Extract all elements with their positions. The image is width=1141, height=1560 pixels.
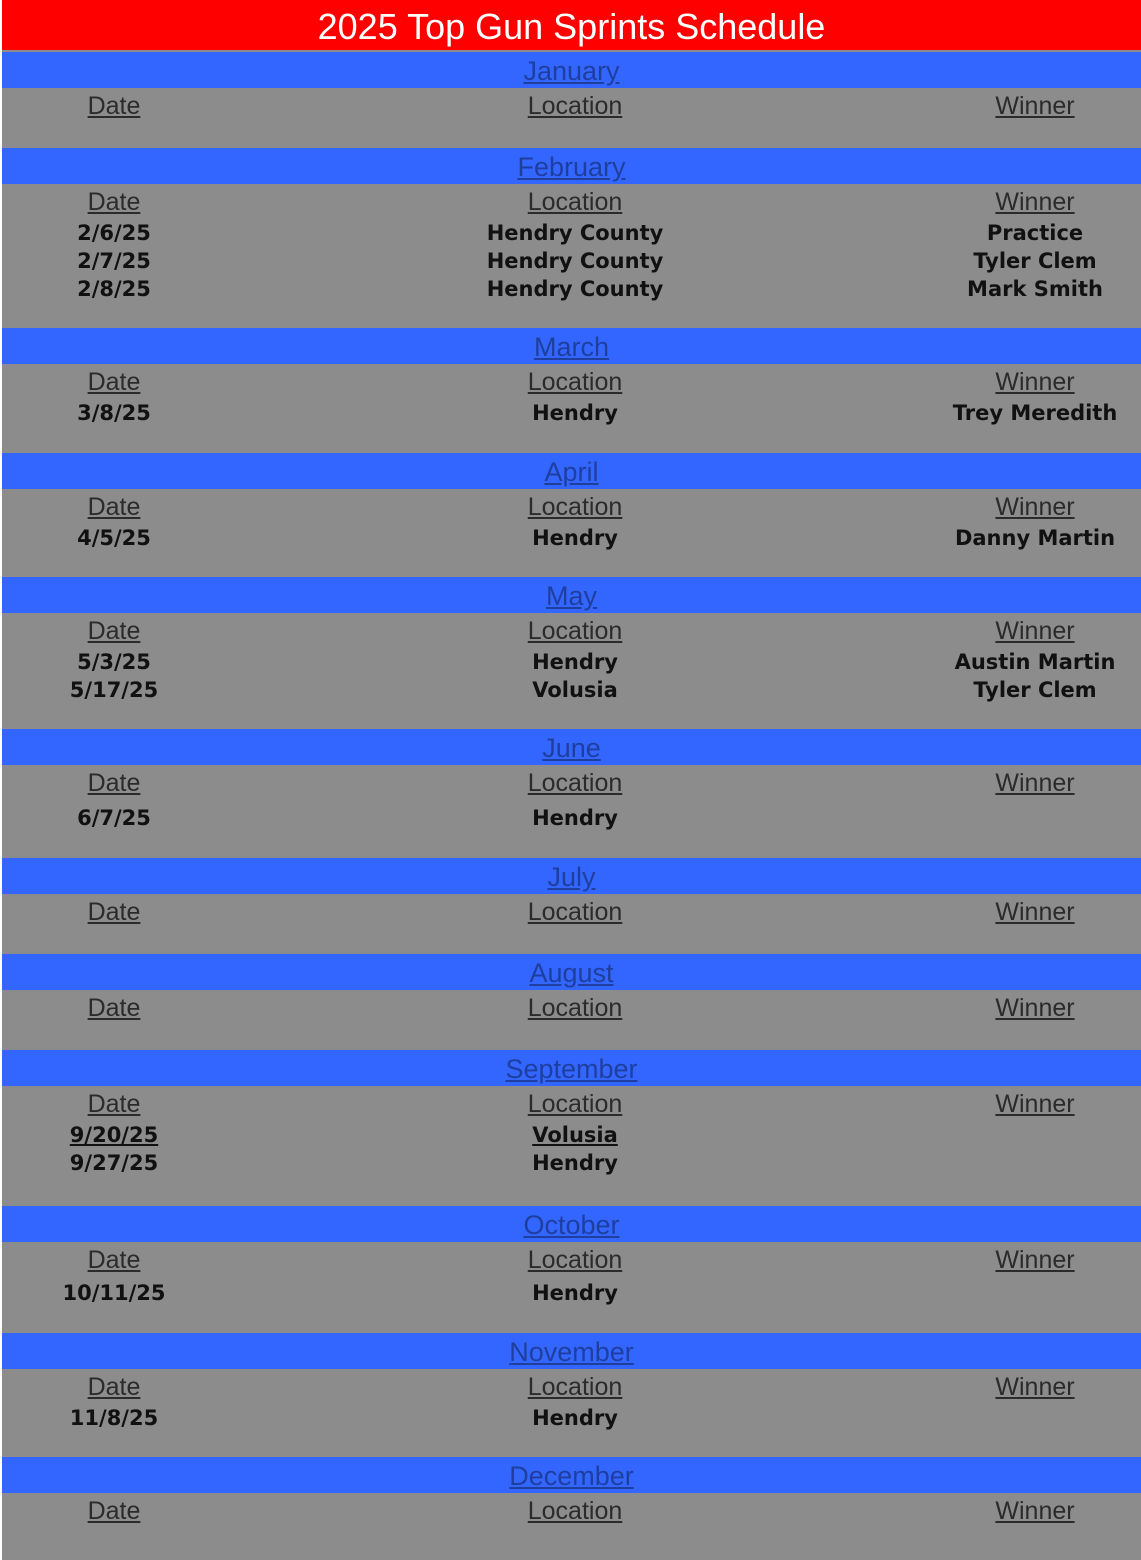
month-band-january <box>2 52 1141 88</box>
race-location-cell: Hendry <box>532 526 618 550</box>
race-location-cell: Hendry <box>532 1281 618 1305</box>
month-band-december <box>2 1457 1141 1493</box>
location-column-header[interactable]: Location <box>527 368 623 396</box>
month-title[interactable]: March <box>533 332 609 362</box>
winner-column-header[interactable]: Winner <box>995 368 1075 396</box>
race-date-cell: 6/7/25 <box>77 806 151 830</box>
month-title[interactable]: February <box>517 152 626 182</box>
race-date-cell: 2/8/25 <box>77 277 151 301</box>
winner-column-header[interactable]: Winner <box>995 92 1075 120</box>
location-column-header[interactable]: Location <box>527 898 623 926</box>
month-band-november <box>2 1333 1141 1369</box>
race-location-cell: Hendry <box>532 806 618 830</box>
date-column-header[interactable]: Date <box>87 188 141 216</box>
race-location-cell: Hendry County <box>486 277 664 301</box>
race-location-cell: Hendry County <box>486 221 664 245</box>
month-title[interactable]: December <box>509 1461 634 1491</box>
location-column-header[interactable]: Location <box>527 617 623 645</box>
month-band-may <box>2 577 1141 613</box>
month-band-july <box>2 858 1141 894</box>
month-band-february <box>2 148 1141 184</box>
location-column-header[interactable]: Location <box>527 1090 623 1118</box>
winner-column-header[interactable]: Winner <box>995 617 1075 645</box>
date-column-header[interactable]: Date <box>87 493 141 521</box>
winner-column-header[interactable]: Winner <box>995 1246 1075 1274</box>
month-title[interactable]: April <box>544 457 599 487</box>
location-column-header[interactable]: Location <box>527 493 623 521</box>
page-title: 2025 Top Gun Sprints Schedule <box>2 0 1141 50</box>
race-winner-cell: Tyler Clem <box>973 249 1097 273</box>
month-band-september <box>2 1050 1141 1086</box>
location-column-header[interactable]: Location <box>527 994 623 1022</box>
month-band-june <box>2 729 1141 765</box>
location-column-header[interactable]: Location <box>527 1373 623 1401</box>
month-title[interactable]: August <box>529 958 614 988</box>
winner-column-header[interactable]: Winner <box>995 898 1075 926</box>
race-location-cell: Hendry <box>532 1406 618 1430</box>
location-column-header[interactable]: Location <box>527 92 623 120</box>
date-column-header[interactable]: Date <box>87 1373 141 1401</box>
month-title[interactable]: November <box>509 1337 634 1367</box>
month-title[interactable]: October <box>523 1210 620 1240</box>
race-date-cell: 2/6/25 <box>77 221 151 245</box>
date-column-header[interactable]: Date <box>87 769 141 797</box>
race-winner-cell: Trey Meredith <box>952 401 1118 425</box>
date-column-header[interactable]: Date <box>87 617 141 645</box>
month-band-august <box>2 954 1141 990</box>
winner-column-header[interactable]: Winner <box>995 1373 1075 1401</box>
race-location-cell: Hendry <box>532 401 618 425</box>
month-title[interactable]: July <box>547 862 596 892</box>
race-winner-cell: Danny Martin <box>954 526 1116 550</box>
date-column-header[interactable]: Date <box>87 1497 141 1525</box>
race-date-cell: 10/11/25 <box>62 1281 166 1305</box>
race-date-cell: 9/27/25 <box>69 1151 159 1175</box>
race-date-cell: 2/7/25 <box>77 249 151 273</box>
race-winner-cell: Practice <box>986 221 1084 245</box>
race-winner-cell: Tyler Clem <box>973 678 1097 702</box>
race-winner-cell: Austin Martin <box>954 650 1116 674</box>
race-winner-cell: Mark Smith <box>967 277 1103 301</box>
race-date-cell: 3/8/25 <box>77 401 151 425</box>
winner-column-header[interactable]: Winner <box>995 493 1075 521</box>
date-column-header[interactable]: Date <box>87 368 141 396</box>
race-location-cell: Volusia <box>532 1123 618 1147</box>
date-column-header[interactable]: Date <box>87 1090 141 1118</box>
date-column-header[interactable]: Date <box>87 1246 141 1274</box>
race-date-cell: 9/20/25 <box>69 1123 159 1147</box>
location-column-header[interactable]: Location <box>527 769 623 797</box>
winner-column-header[interactable]: Winner <box>995 1090 1075 1118</box>
race-location-cell: Hendry <box>532 1151 618 1175</box>
month-title[interactable]: September <box>505 1054 638 1084</box>
month-band-march <box>2 328 1141 364</box>
race-date-cell: 4/5/25 <box>77 526 151 550</box>
date-column-header[interactable]: Date <box>87 898 141 926</box>
location-column-header[interactable]: Location <box>527 1497 623 1525</box>
schedule-sheet <box>2 0 1141 1560</box>
winner-column-header[interactable]: Winner <box>995 188 1075 216</box>
race-date-cell: 11/8/25 <box>69 1406 159 1430</box>
month-band-april <box>2 453 1141 489</box>
race-location-cell: Hendry County <box>486 249 664 273</box>
date-column-header[interactable]: Date <box>87 92 141 120</box>
location-column-header[interactable]: Location <box>527 1246 623 1274</box>
race-location-cell: Volusia <box>532 678 618 702</box>
race-date-cell: 5/17/25 <box>69 678 159 702</box>
location-column-header[interactable]: Location <box>527 188 623 216</box>
winner-column-header[interactable]: Winner <box>995 1497 1075 1525</box>
date-column-header[interactable]: Date <box>87 994 141 1022</box>
month-title[interactable]: January <box>523 56 620 86</box>
month-band-october <box>2 1206 1141 1242</box>
month-title[interactable]: June <box>542 733 601 763</box>
winner-column-header[interactable]: Winner <box>995 994 1075 1022</box>
race-location-cell: Hendry <box>532 650 618 674</box>
winner-column-header[interactable]: Winner <box>995 769 1075 797</box>
race-date-cell: 5/3/25 <box>77 650 151 674</box>
month-title[interactable]: May <box>545 581 597 611</box>
